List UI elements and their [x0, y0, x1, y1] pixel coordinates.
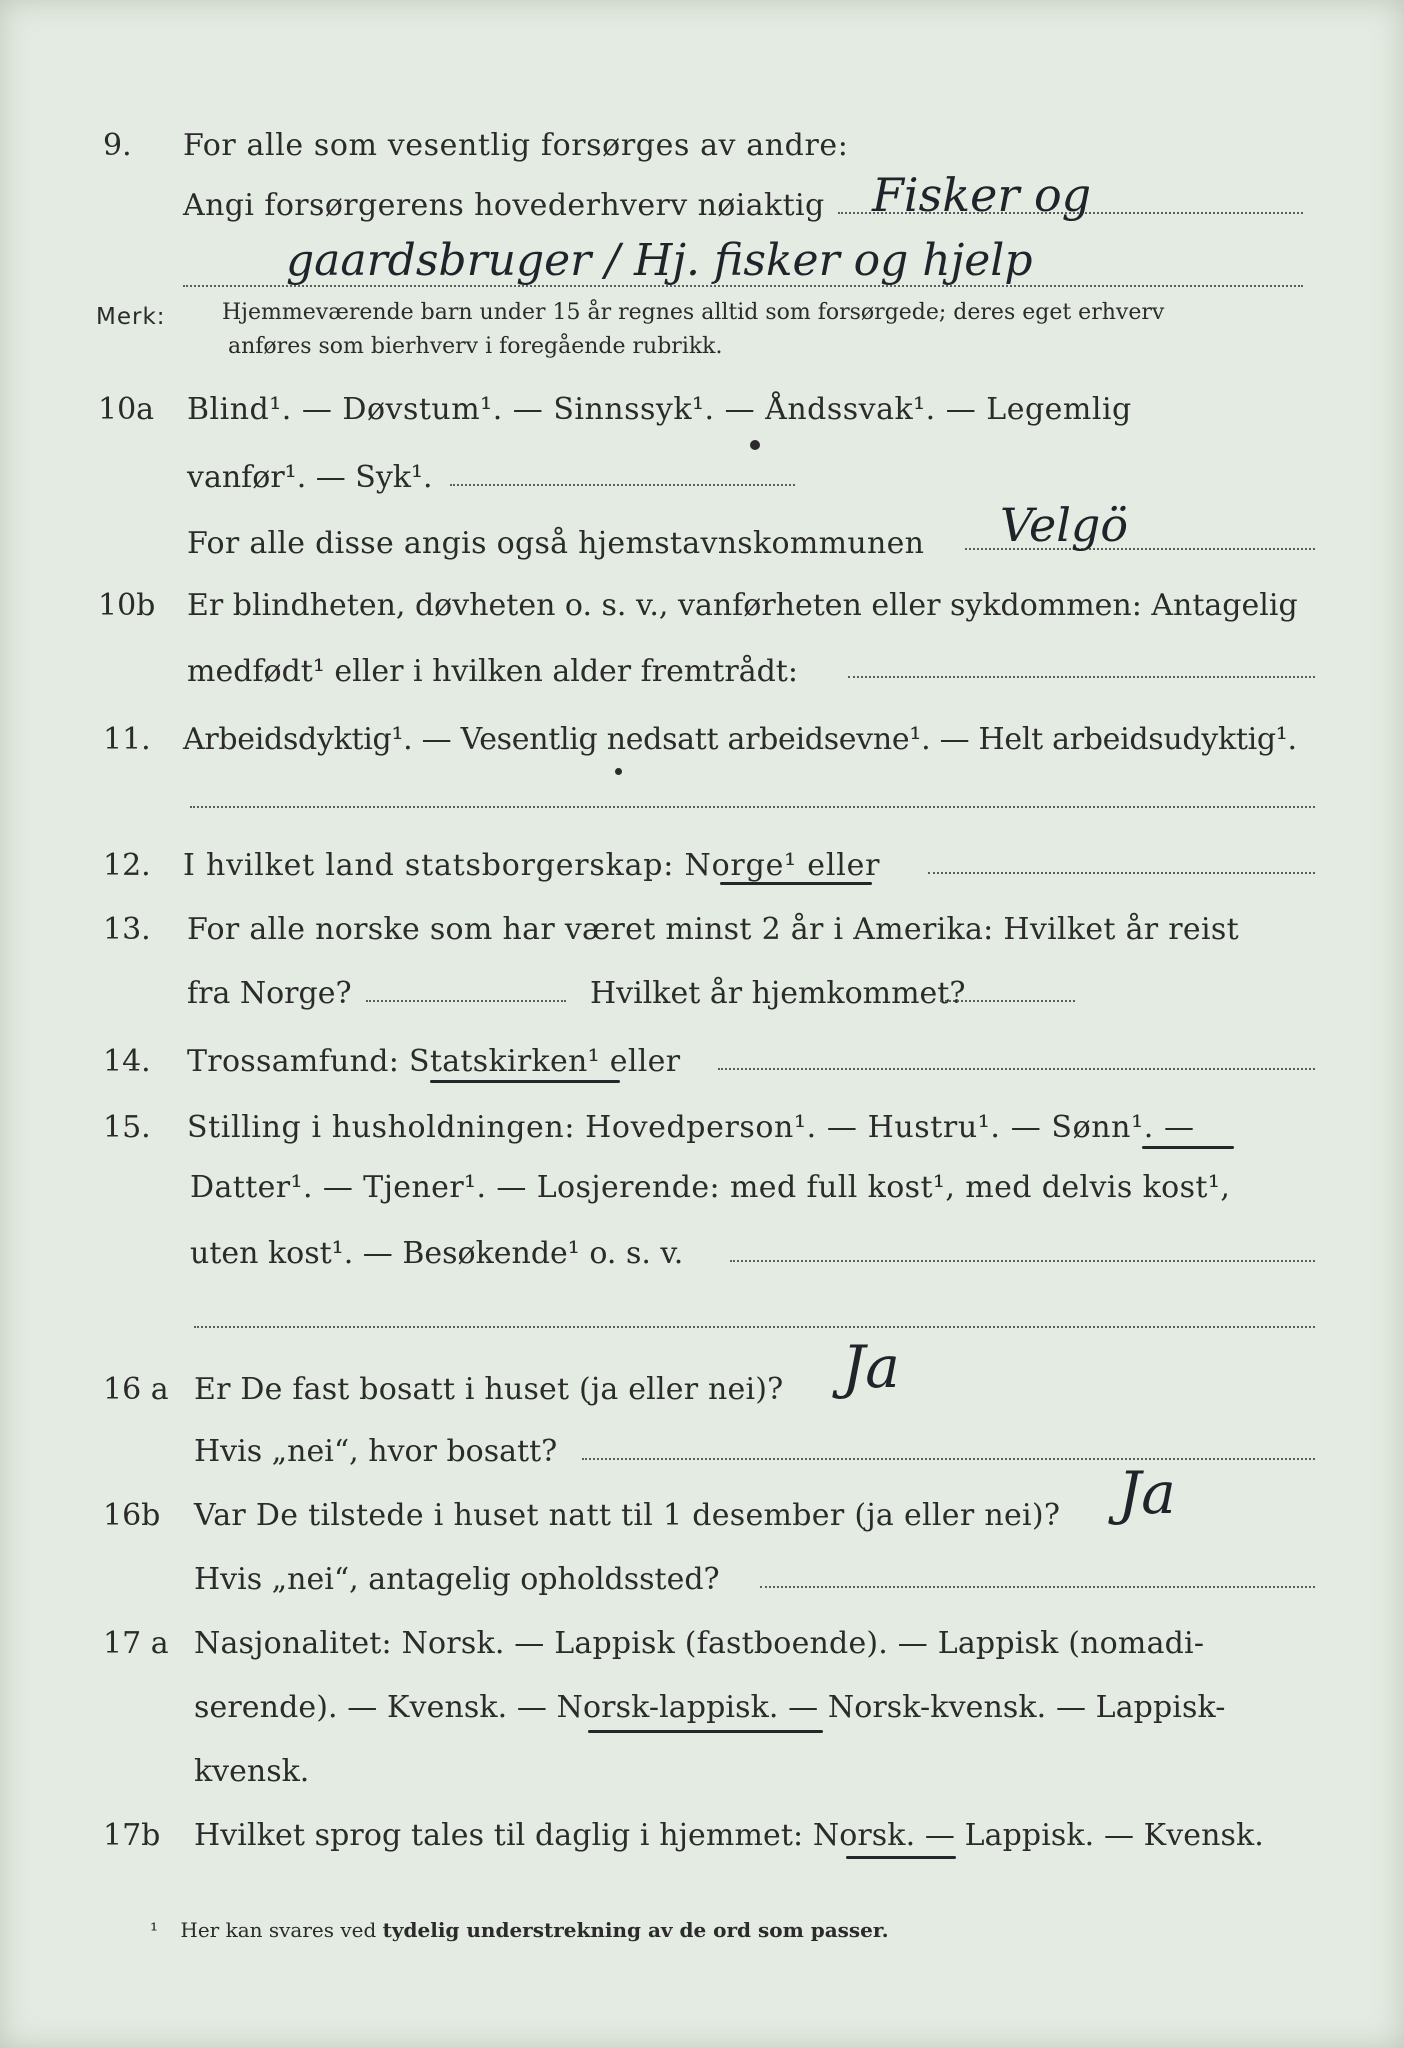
q13-line2b: Hvilket år hjemkommet? — [590, 976, 966, 1011]
q9-handwritten-answer1: Fisker og — [872, 168, 1092, 222]
ink-mark — [750, 440, 760, 450]
q10a-line3: For alle disse angis også hjemstavnskommunen — [187, 526, 925, 561]
q16a-line1: Er De fast bosatt i huset (ja eller nei)? — [194, 1372, 784, 1407]
q12-underline-norge — [720, 882, 872, 885]
q13-line1: For alle norske som har været minst 2 år i Amerika: Hvilket år reist — [187, 912, 1239, 947]
q13-number: 13. — [103, 912, 151, 947]
q12-answer-line — [928, 872, 1315, 874]
q10a-line1: Blind¹. — Døvstum¹. — Sinnssyk¹. — Åndssvak¹. — Legemlig — [187, 392, 1132, 427]
q17a-line1: Nasjonalitet: Norsk. — Lappisk (fastboende). — Lappisk (nomadi- — [194, 1626, 1205, 1661]
q9-handwritten-answer2: gaardsbruger / Hj. fisker og hjelp — [286, 235, 1033, 286]
q16b-answer-line — [760, 1586, 1315, 1588]
q16b-number: 16b — [103, 1498, 161, 1533]
footnote — [150, 1918, 889, 1942]
q10a-handwritten-answer: Velgö — [1000, 498, 1129, 552]
q10a-syk-line — [450, 484, 795, 486]
q14-underline-statskirken — [430, 1080, 620, 1083]
q15-line1: Stilling i husholdningen: Hovedperson¹. — Hustru¹. — Sønn¹. — — [187, 1110, 1195, 1145]
q15-underline-sonn — [1142, 1146, 1234, 1149]
q17b-line1: Hvilket sprog tales til daglig i hjemmet: Norsk. — Lappisk. — Kvensk. — [194, 1818, 1264, 1853]
q9-number: 9. — [103, 128, 132, 163]
q11-number: 11. — [103, 722, 151, 757]
q10b-answer-line — [848, 676, 1315, 678]
merk-label: Merk: — [96, 304, 166, 330]
q14-answer-line — [718, 1068, 1315, 1070]
q10b-line2: medfødt¹ eller i hvilken alder fremtrådt: — [187, 654, 798, 689]
q17a-line3: kvensk. — [194, 1754, 310, 1789]
q10a-number: 10a — [98, 392, 155, 427]
q12-number: 12. — [103, 848, 151, 883]
q16a-number: 16 a — [103, 1372, 169, 1407]
q17a-underline-norsk-lappisk — [588, 1730, 823, 1733]
q12-line1: I hvilket land statsborgerskap: Norge¹ eller — [183, 848, 881, 883]
q16a-handwritten-answer: Ja — [842, 1333, 900, 1401]
q13-line2a: fra Norge? — [187, 976, 352, 1011]
q16a-answer-line — [582, 1458, 1315, 1460]
q10a-line2: vanfør¹. — Syk¹. — [187, 460, 433, 495]
q13-hjemkommet-line — [940, 1000, 1075, 1002]
q16b-handwritten-answer: Ja — [1118, 1459, 1176, 1527]
footnote-text-bold: tydelig understrekning av de ord som passer. — [382, 1918, 889, 1942]
q16a-line2: Hvis „nei“, hvor bosatt? — [194, 1434, 558, 1469]
q15-line2: Datter¹. — Tjener¹. — Losjerende: med full kost¹, med delvis kost¹, — [190, 1170, 1231, 1205]
q15-number: 15. — [103, 1110, 151, 1145]
footnote-mark: ¹ — [150, 1918, 159, 1942]
q15-extra-line — [194, 1326, 1315, 1328]
q17b-underline-norsk — [846, 1856, 956, 1859]
q16b-line2: Hvis „nei“, antagelig opholdssted? — [194, 1562, 720, 1597]
q15-answer-line — [730, 1260, 1315, 1262]
footnote-text-plain: Her kan svares ved — [180, 1918, 377, 1942]
merk-line1: Hjemmeværende barn under 15 år regnes alltid som forsørgede; deres eget erhverv — [222, 300, 1165, 325]
q17b-number: 17b — [103, 1818, 161, 1853]
q15-line3: uten kost¹. — Besøkende¹ o. s. v. — [190, 1236, 684, 1271]
merk-line2: anføres som bierhverv i foregående rubrikk. — [228, 334, 723, 359]
q14-number: 14. — [103, 1044, 151, 1079]
q11-answer-line — [190, 806, 1315, 808]
q10b-line1: Er blindheten, døvheten o. s. v., vanførheten eller sykdommen: Antagelig — [187, 588, 1298, 623]
q11-line1: Arbeidsdyktig¹. — Vesentlig nedsatt arbeidsevne¹. — Helt arbeidsudyktig¹. — [183, 722, 1297, 757]
ink-mark — [615, 768, 622, 775]
q16b-line1: Var De tilstede i huset natt til 1 desember (ja eller nei)? — [194, 1498, 1061, 1533]
q9-line2: Angi forsørgerens hovederhverv nøiaktig — [183, 188, 825, 223]
q17a-number: 17 a — [103, 1626, 169, 1661]
q9-line1: For alle som vesentlig forsørges av andre: — [183, 128, 849, 163]
q13-reist-line — [366, 1000, 566, 1002]
q14-line1: Trossamfund: Statskirken¹ eller — [187, 1044, 681, 1079]
q10b-number: 10b — [98, 588, 156, 623]
q17a-line2: serende). — Kvensk. — Norsk-lappisk. — Norsk-kvensk. — Lappisk- — [194, 1690, 1226, 1725]
